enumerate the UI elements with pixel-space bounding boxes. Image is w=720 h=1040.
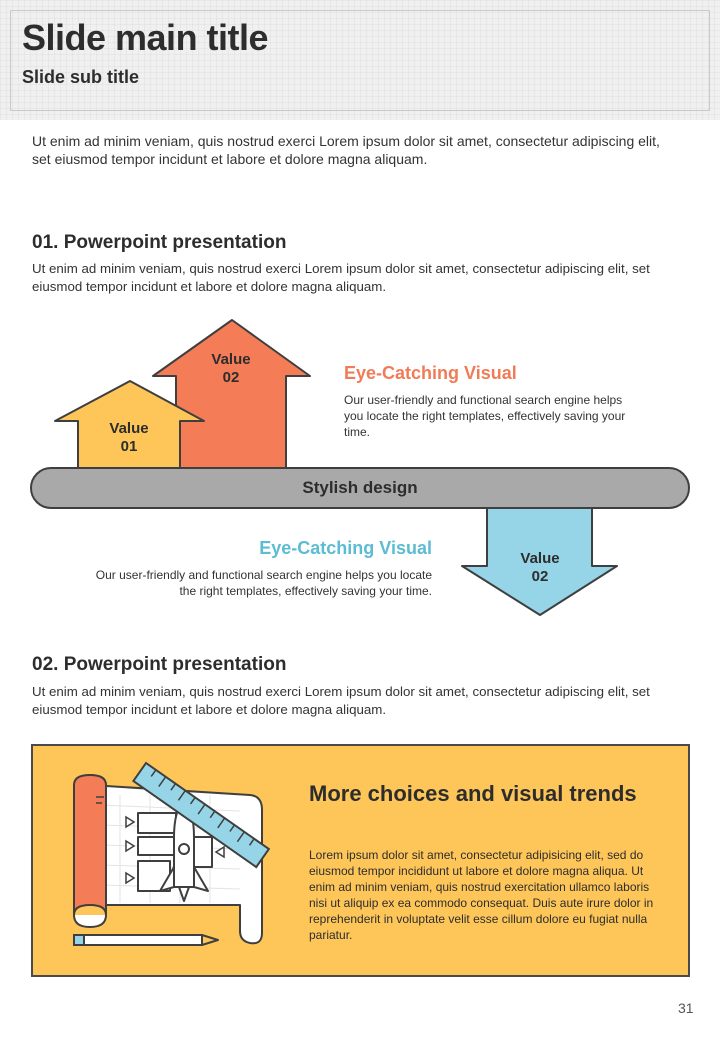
blueprint-rocket-icon [60, 755, 280, 955]
value-01-line2: 01 [120, 438, 138, 455]
intro-paragraph: Ut enim ad minim veniam, quis nostrud exerci Lorem ipsum dolor sit amet, consectetur adipiscing elit, set eiusmod tempor incidunt et labore et dolore magna aliquam. [32, 133, 660, 167]
value-03-line1: Value [520, 550, 560, 567]
feature-bottom-title: Eye-Catching Visual [259, 538, 432, 558]
section1-body: Ut enim ad minim veniam, quis nostrud exerci Lorem ipsum dolor sit amet, consectetur adipiscing elit, set eiusmod tempor incidunt et labore et dolore magna aliquam. [32, 261, 650, 294]
page-number: 31 [678, 1000, 694, 1016]
value-02-line1: Value [211, 351, 251, 368]
page-subtitle: Slide sub title [22, 67, 140, 87]
promo-title: More choices and visual trends [309, 781, 637, 806]
section2-heading: 02. Powerpoint presentation [32, 654, 287, 675]
feature-top-title: Eye-Catching Visual [344, 363, 517, 383]
page-title: Slide main title [22, 17, 269, 58]
bar-label: Stylish design [302, 478, 418, 497]
value-01-line1: Value [109, 420, 149, 437]
section2-body: Ut enim ad minim veniam, quis nostrud exerci Lorem ipsum dolor sit amet, consectetur adipiscing elit, set eiusmod tempor incidunt et labore et dolore magna aliquam. [32, 684, 650, 717]
value-02-line2: 02 [222, 369, 240, 386]
section1-heading: 01. Powerpoint presentation [32, 232, 287, 253]
feature-bottom-text: Our user-friendly and functional search engine helps you locate the right templates, effectively saving your time. [95, 568, 432, 598]
value-03-line2: 02 [531, 568, 549, 585]
promo-text: Lorem ipsum dolor sit amet, consectetur adipisicing elit, sed do eiusmod tempor incididunt ut labore et dolore magna aliqua. Ut enim ad minim veniam, quis nostrud exercitation ullamco laboris nisi ut aliquip ex ea commodo consequat. Duis aute irure dolor in reprehenderit in voluptate velit esse cillum dolore eu fugiat nulla pariatur. [309, 848, 654, 942]
feature-top-text: Our user-friendly and functional search engine helps you locate the right templates, effectively saving your time. [344, 393, 626, 439]
